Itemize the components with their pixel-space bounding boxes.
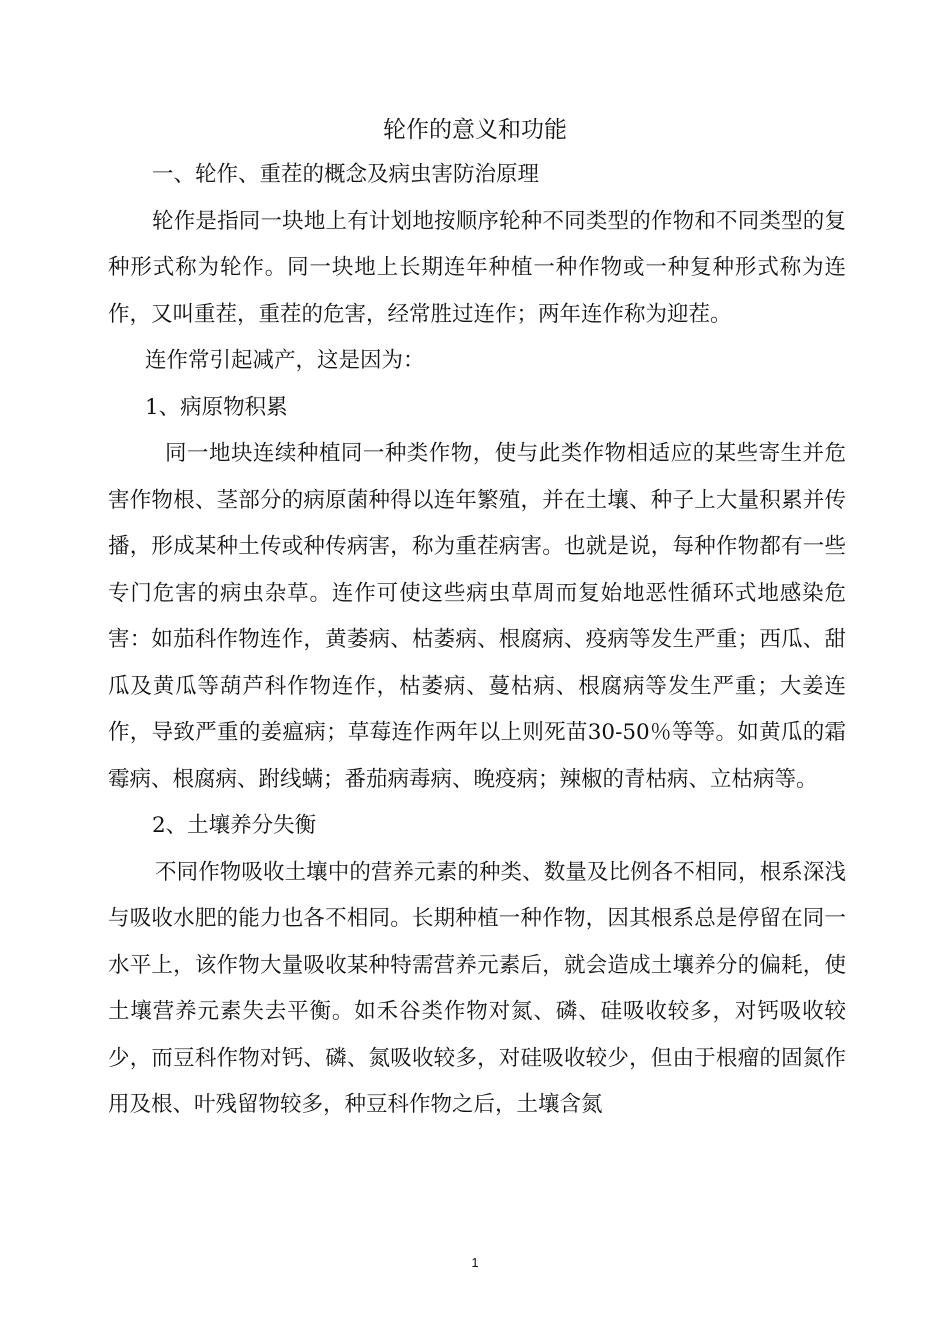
page-number: 1 <box>471 1255 479 1270</box>
document-title: 轮作的意义和功能 <box>383 117 567 143</box>
point2-body: 不同作物吸收土壤中的营养元素的种类、数量及比例各不相同，根系深浅与吸收水肥的能力也各不相同。长期种植一种作物，因其根系总是停留在同一水平上，该作物大量吸收某种特需营养元素后，就会造成土壤养分的偏耗，使土壤营养元素失去平衡。如禾谷类作物对氮、磷、硅吸收较多，对钙吸收较少，而豆科作物对钙、磷、氮吸收较多，对硅吸收较少，但由于根瘤的固氮作用及根、叶残留物较多，种豆科作物之后，土壤含氮 <box>108 859 846 1117</box>
point1-heading: 1、病原物积累 <box>145 394 288 420</box>
paragraph-definition: 轮作是指同一块地上有计划地按顺序轮种不同类型的作物和不同类型的复种形式称为轮作。同一块地上长期连年种植一种作物或一种复种形式称为连作，又叫重茬，重茬的危害，经常胜过连作；两年连作称为迎茬。 <box>108 208 846 327</box>
point1-body: 同一地块连续种植同一种类作物，使与此类作物相适应的某些寄生并危害作物根、茎部分的病原菌种得以连年繁殖，并在土壤、种子上大量积累并传播，形成某种土传或种传病害，称为重茬病害。也就是说，每种作物都有一些专门危害的病虫杂草。连作可使这些病虫草周而复始地恶性循环式地感染危害：如茄科作物连作，黄萎病、枯萎病、根腐病、疫病等发生严重；西瓜、甜瓜及黄瓜等葫芦科作物连作，枯萎病、蔓枯病、根腐病等发生严重；大姜连作，导致严重的姜瘟病；草莓连作两年以上则死苗30-50％等等。如黄瓜的霜霉病、根腐病、跗线螨；番茄病毒病、晚疫病；辣椒的青枯病、立枯病等。 <box>108 441 846 792</box>
section-heading: 一、轮作、重茬的概念及病虫害防治原理 <box>152 162 540 187</box>
point2-heading: 2、土壤养分失衡 <box>152 813 317 838</box>
paragraph-reason-intro: 连作常引起减产，这是因为： <box>145 348 425 373</box>
document-body <box>108 152 846 1129</box>
